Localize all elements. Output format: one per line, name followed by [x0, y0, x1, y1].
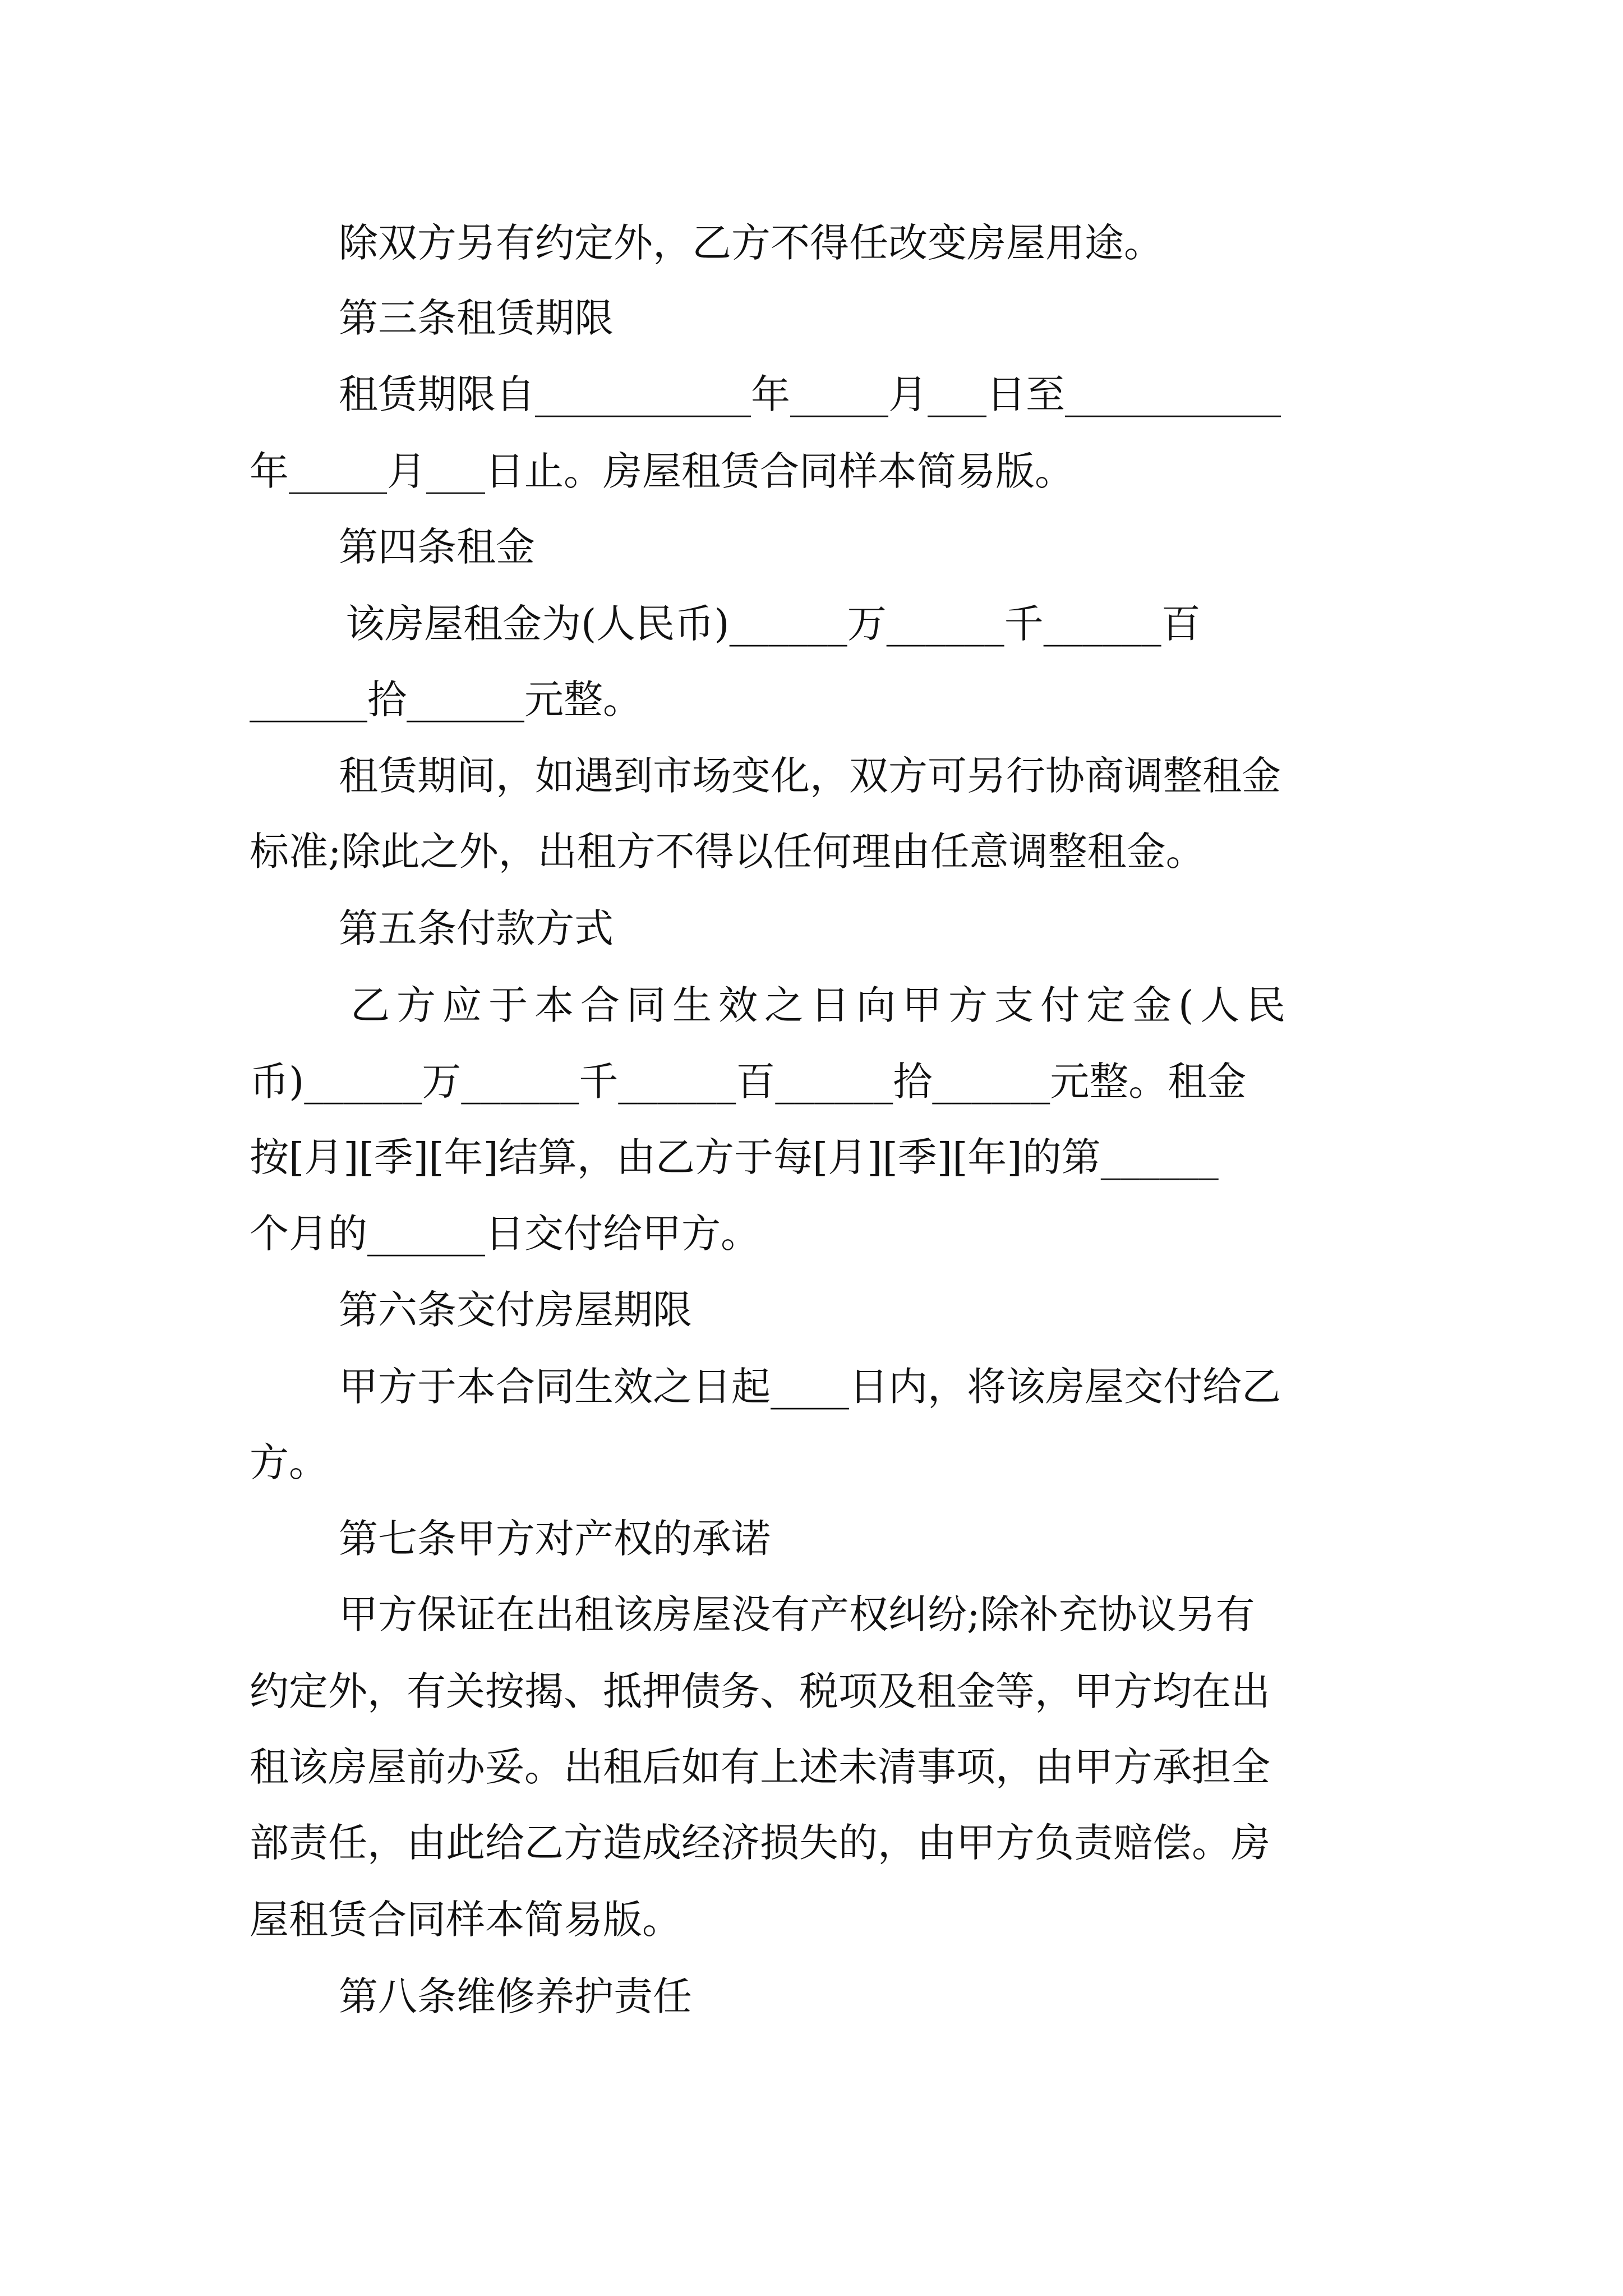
clause-5-line-1: 乙方应于本合同生效之日向甲方支付定金(人民 [351, 982, 1293, 1028]
clause-4-line-2: ______拾______元整。 [250, 677, 642, 723]
clause-7-line-5: 屋租赁合同样本简易版。 [250, 1897, 681, 1943]
clause-6-line-1: 甲方于本合同生效之日起____日内，将该房屋交付给乙 [339, 1364, 1281, 1410]
clause-7-line-3: 租该房屋前办妥。出租后如有上述未清事项，由甲方承担全 [250, 1744, 1270, 1790]
clause-5-heading: 第五条付款方式 [339, 905, 614, 951]
clause-4-heading: 第四条租金 [339, 524, 535, 570]
clause-3-heading: 第三条租赁期限 [339, 295, 614, 341]
clause-3-line-2: 年_____月___日止。房屋租赁合同样本简易版。 [250, 448, 1074, 494]
clause-5-line-3: 按[月][季][年]结算，由乙方于每[月][季][年]的第______ [250, 1134, 1219, 1180]
clause-4-line-1: 该房屋租金为(人民币)______万______千______百 [345, 601, 1201, 647]
clause-4-paragraph-line-2: 标准;除此之外，出租方不得以任何理由任意调整租金。 [250, 829, 1205, 875]
clause-7-heading: 第七条甲方对产权的承诺 [339, 1516, 771, 1562]
clause-3-line-1: 租赁期限自___________年_____月___日至___________ [339, 371, 1281, 417]
clause-8-heading: 第八条维修养护责任 [339, 1973, 692, 2019]
clause-6-line-2: 方。 [250, 1439, 328, 1485]
clause-6-heading: 第六条交付房屋期限 [339, 1287, 692, 1333]
clause-7-line-4: 部责任，由此给乙方造成经济损失的，由甲方负责赔偿。房 [250, 1820, 1270, 1866]
clause-7-line-2: 约定外，有关按揭、抵押债务、税项及租金等，甲方均在出 [250, 1668, 1270, 1714]
clause-5-line-2: 币)______万______千______百______拾______元整。租金 [250, 1059, 1247, 1105]
clause-5-line-4: 个月的______日交付给甲方。 [250, 1211, 760, 1257]
clause-2-usage-line: 除双方另有约定外，乙方不得任改变房屋用途。 [339, 220, 1163, 266]
clause-4-paragraph-line-1: 租赁期间，如遇到市场变化，双方可另行协商调整租金 [339, 753, 1281, 799]
clause-7-line-1: 甲方保证在出租该房屋没有产权纠纷;除补充协议另有 [339, 1591, 1255, 1637]
